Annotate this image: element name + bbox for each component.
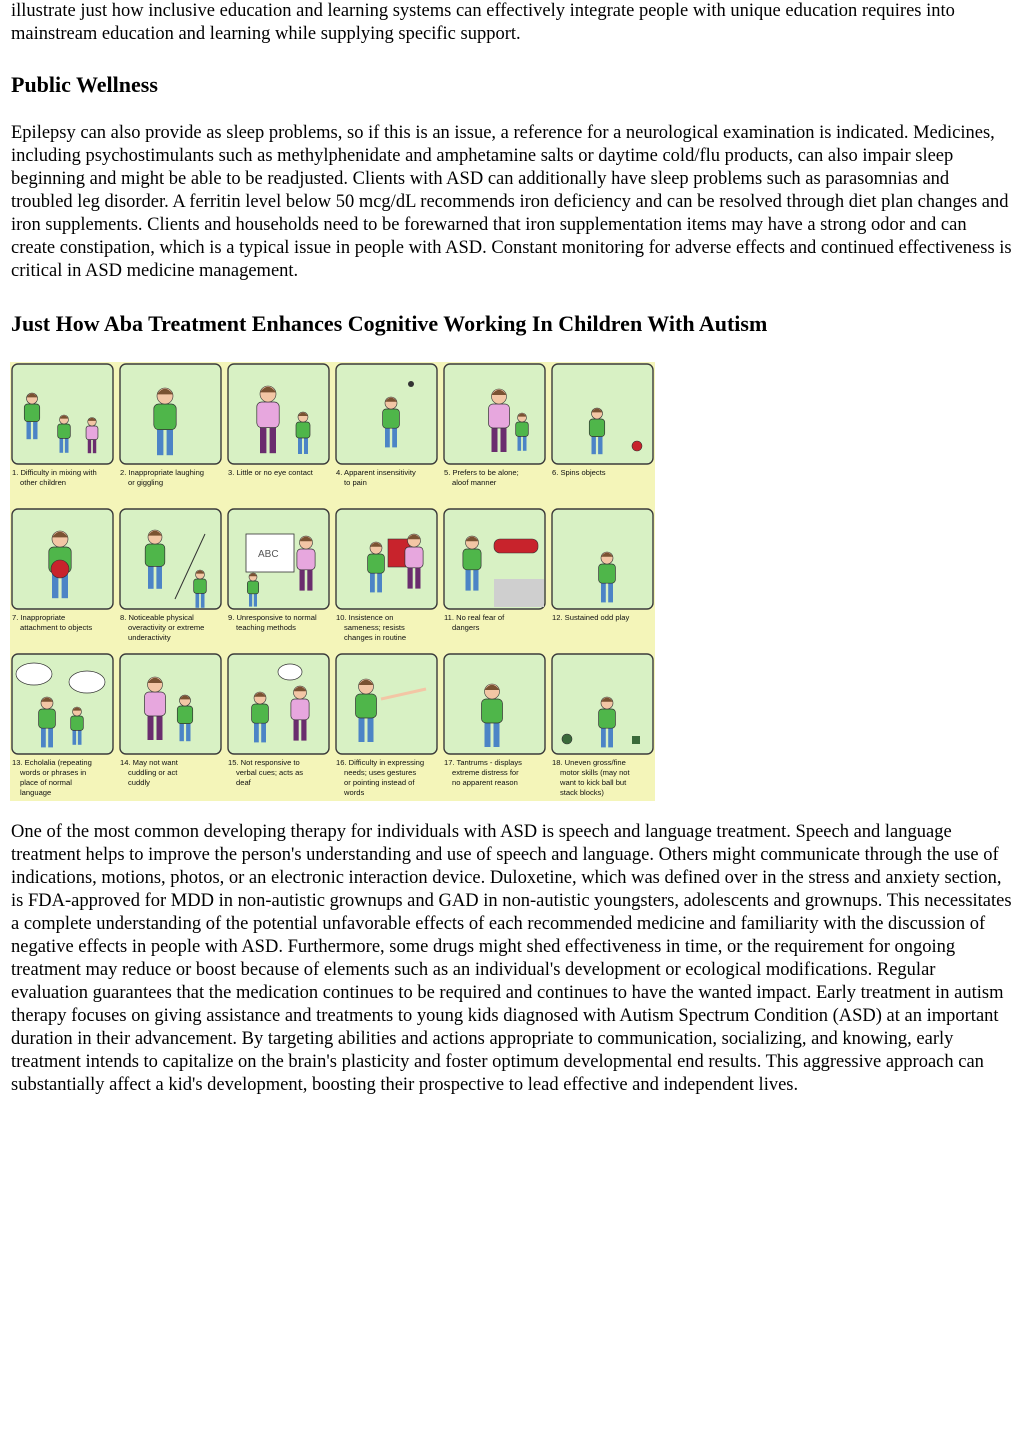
panel-caption-line: deaf bbox=[236, 778, 251, 787]
panel-caption-line: 18. Uneven gross/fine bbox=[552, 758, 626, 767]
shirt bbox=[599, 564, 616, 583]
panel-caption-line: needs; uses gestures bbox=[344, 768, 417, 777]
illustration-panel bbox=[228, 509, 329, 632]
panel-caption-line: 17. Tantrums - displays bbox=[444, 758, 522, 767]
leg-left bbox=[518, 435, 522, 451]
speech-therapy-paragraph: One of the most common developing therapy for individuals with ASD is speech and language treatment. Speech and language treatment helps to improve the person's understanding and use of speech and language. Others might communicate through the use of indications, motions, photos, or an electronic interaction device. Duloxetine, which was defined over in the stress and anxiety section, is FDA-approved for MDD in non-autistic grownups and GAD in non-autistic youngsters, adolescents and grownups. This necessitates a complete understanding of the potential unfavorable effects of each recommended medicine and familiarity with the discussion of negative effects in people with ASD. Furthermore, some drugs might shed effectiveness in time, or the requirement for ongoing treatment may reduce or boost because of elements such as an individual's development or ecological modifications. Regular evaluation guarantees that the medication continues to be required and continues to have the wanted impact. Early treatment in autism therapy focuses on giving assistance and treatments to young kids diagnosed with Autism Spectrum Condition (ASD) at an important duration in their advancement. By targeting abilities and actions appropriate to communication, socializing, and knowing, early treatment intends to capitalize on the brain's plasticity and foster optimum developmental end results. This aggressive approach can substantially affect a kid's development, boosting their prospective to lead effective and independent lives. bbox=[11, 822, 1012, 1095]
panel-caption-line: sameness; resists bbox=[344, 623, 405, 632]
panel-caption-line: cuddling or act bbox=[128, 768, 178, 777]
shirt bbox=[599, 709, 616, 728]
panel-caption-line: 16. Difficulty in expressing bbox=[336, 758, 425, 767]
panel-caption-line: 7. Inappropriate bbox=[12, 613, 66, 622]
leg-right bbox=[501, 425, 507, 452]
panel-caption-line: other children bbox=[20, 478, 67, 487]
panel-caption-line: language bbox=[20, 788, 52, 797]
board-letters: ABC bbox=[258, 549, 279, 560]
panel-caption-line: overactivity or extreme bbox=[128, 623, 205, 632]
public-wellness-paragraph: Epilepsy can also provide as sleep problems, so if this is an issue, a reference for a neurological examination is indicated. Medicines, including psychostimulants such as methylphenidate and amphetamine salts or daytime cold/flu products, can also impair sleep beginning and might be able to be readjusted. Clients with ASD can additionally have sleep problems such as parasomnias and troubled leg disorder. A ferritin level below 50 mcg/dL recommends iron deficiency and can be resolved through diet plan changes and iron supplements. Clients and households need to be forewarned that iron supplementation items may have a strong odor and can create constipation, which is a typical issue in people with ASD. Constant monitoring for adverse effects and continued effectiveness is critical in ASD medicine management. bbox=[11, 123, 1012, 281]
shirt bbox=[145, 692, 166, 716]
panel-caption-line: 13. Echolalia (repeating bbox=[12, 758, 92, 767]
illustration-panel bbox=[552, 364, 653, 477]
panel-frame bbox=[336, 654, 437, 754]
intro-paragraph: illustrate just how inclusive education and learning systems can effectively integrate people with unique education requires into mainstream education and learning while supplying specific support. bbox=[11, 1, 955, 44]
shirt bbox=[247, 581, 258, 594]
held-object bbox=[51, 560, 69, 578]
ball bbox=[562, 734, 572, 744]
speech-bubble bbox=[278, 664, 302, 680]
shirt bbox=[257, 402, 279, 428]
shirt bbox=[516, 422, 529, 436]
panel-caption-line: changes in routine bbox=[344, 633, 407, 642]
panel-caption-line: aloof manner bbox=[452, 478, 497, 487]
leg-right bbox=[301, 717, 306, 740]
leg-right bbox=[307, 567, 312, 590]
leg-right bbox=[48, 726, 53, 748]
panel-caption-line: 3. Little or no eye contact bbox=[228, 468, 313, 477]
leg-left bbox=[157, 426, 163, 455]
panel-caption-line: or pointing instead of bbox=[344, 778, 415, 787]
leg-left bbox=[300, 567, 305, 590]
leg-right bbox=[186, 721, 190, 741]
leg-right bbox=[494, 720, 500, 747]
panel-caption-line: words bbox=[344, 788, 365, 797]
spinning-ball bbox=[632, 441, 642, 451]
leg-right bbox=[392, 426, 397, 448]
leg-right bbox=[473, 567, 478, 590]
panel-caption-line: 2. Inappropriate laughing bbox=[120, 468, 205, 477]
autism-signs-illustration bbox=[10, 362, 655, 801]
speech-bubble bbox=[69, 671, 105, 693]
panel-caption-line: 9. Unresponsive to normal bbox=[228, 613, 317, 622]
speech-bubble bbox=[16, 663, 52, 685]
leg-right bbox=[523, 435, 527, 451]
leg-right bbox=[93, 438, 96, 453]
leg-right bbox=[608, 581, 613, 603]
leg-left bbox=[359, 715, 365, 742]
panel-caption-line: 5. Prefers to be alone; bbox=[444, 468, 519, 477]
leg-right bbox=[201, 592, 205, 608]
panel-frame bbox=[120, 654, 221, 754]
leg-right bbox=[33, 419, 37, 439]
leg-right bbox=[368, 715, 374, 742]
panel-caption-line: 1. Difficulty in mixing with bbox=[12, 468, 97, 477]
leg-left bbox=[466, 567, 471, 590]
leg-left bbox=[408, 565, 413, 588]
bump-mark bbox=[408, 381, 414, 387]
shirt bbox=[489, 404, 510, 428]
shirt bbox=[297, 549, 315, 570]
panel-caption-line: 8. Noticeable physical bbox=[120, 613, 194, 622]
illustration-panel bbox=[552, 509, 653, 622]
panel-caption-line: 12. Sustained odd play bbox=[552, 613, 630, 622]
leg-left bbox=[41, 726, 46, 748]
leg-left bbox=[601, 726, 606, 748]
road bbox=[494, 579, 544, 607]
panel-caption-line: 4. Apparent insensitivity bbox=[336, 468, 416, 477]
panel-caption-line: dangers bbox=[452, 623, 480, 632]
shirt bbox=[405, 547, 423, 568]
shirt bbox=[383, 409, 400, 428]
leg-left bbox=[88, 438, 91, 453]
leg-left bbox=[148, 713, 154, 740]
leg-left bbox=[592, 434, 596, 454]
leg-right bbox=[254, 592, 257, 606]
shirt bbox=[24, 404, 39, 422]
panel-caption-line: words or phrases in bbox=[20, 768, 87, 777]
leg-left bbox=[60, 437, 64, 453]
panel-caption-line: 15. Not responsive to bbox=[228, 758, 300, 767]
shirt bbox=[39, 709, 56, 728]
shirt bbox=[252, 704, 269, 723]
shirt bbox=[145, 544, 165, 566]
panel-caption-line: verbal cues; acts as bbox=[236, 768, 304, 777]
illustration-panel bbox=[228, 364, 329, 477]
panel-caption-line: stack blocks) bbox=[560, 788, 604, 797]
panel-caption-line: or giggling bbox=[128, 478, 164, 487]
leg-left bbox=[254, 721, 259, 743]
shirt bbox=[482, 699, 503, 723]
aba-treatment-heading: Just How Aba Treatment Enhances Cognitive Working In Children With Autism bbox=[11, 311, 768, 336]
leg-right bbox=[261, 721, 266, 743]
leg-left bbox=[385, 426, 390, 448]
shirt bbox=[296, 422, 310, 438]
panel-caption-line: to pain bbox=[344, 478, 367, 487]
leg-left bbox=[148, 564, 154, 589]
panel-caption-line: attachment to objects bbox=[20, 623, 93, 632]
leg-left bbox=[249, 592, 252, 606]
leg-right bbox=[304, 436, 308, 454]
leg-right bbox=[156, 564, 162, 589]
leg-left bbox=[294, 717, 299, 740]
panel-caption-line: cuddly bbox=[128, 778, 150, 787]
panel-caption-line: no apparent reason bbox=[452, 778, 518, 787]
panel-caption-line: 11. No real fear of bbox=[444, 613, 505, 622]
leg-left bbox=[298, 436, 302, 454]
leg-left bbox=[196, 592, 200, 608]
panel-caption-line: place of normal bbox=[20, 778, 72, 787]
leg-right bbox=[167, 426, 173, 455]
leg-left bbox=[601, 581, 606, 603]
panel-caption-line: 10. Insistence on bbox=[336, 613, 394, 622]
panel-caption-line: 14. May not want bbox=[120, 758, 178, 767]
shirt bbox=[194, 579, 207, 593]
leg-left bbox=[260, 424, 266, 453]
leg-left bbox=[370, 571, 375, 593]
public-wellness-heading: Public Wellness bbox=[11, 72, 158, 97]
leg-right bbox=[377, 571, 382, 593]
car bbox=[494, 539, 538, 553]
leg-left bbox=[27, 419, 31, 439]
shirt bbox=[291, 699, 309, 720]
leg-left bbox=[485, 720, 491, 747]
shirt bbox=[463, 549, 481, 570]
shirt bbox=[71, 716, 84, 730]
leg-right bbox=[608, 726, 613, 748]
leg-left bbox=[73, 729, 77, 745]
shirt bbox=[86, 426, 98, 440]
shirt bbox=[368, 554, 385, 573]
panel-caption-line: extreme distress for bbox=[452, 768, 519, 777]
panel-caption-line: motor skills (may not bbox=[560, 768, 630, 777]
panel-caption-line: 6. Spins objects bbox=[552, 468, 606, 477]
shirt bbox=[154, 404, 176, 430]
leg-right bbox=[78, 729, 82, 745]
panel-caption-line: want to kick ball but bbox=[560, 778, 627, 787]
shirt bbox=[58, 424, 71, 438]
leg-right bbox=[157, 713, 163, 740]
block bbox=[632, 736, 640, 744]
shirt bbox=[177, 706, 192, 724]
panel-frame bbox=[120, 509, 221, 609]
panel-caption-line: underactivity bbox=[128, 633, 171, 642]
shirt bbox=[589, 419, 604, 437]
leg-left bbox=[492, 425, 498, 452]
leg-right bbox=[270, 424, 276, 453]
panel-caption-line: teaching methods bbox=[236, 623, 296, 632]
leg-right bbox=[415, 565, 420, 588]
leg-right bbox=[598, 434, 602, 454]
leg-left bbox=[180, 721, 184, 741]
leg-right bbox=[65, 437, 69, 453]
shirt bbox=[356, 694, 377, 718]
